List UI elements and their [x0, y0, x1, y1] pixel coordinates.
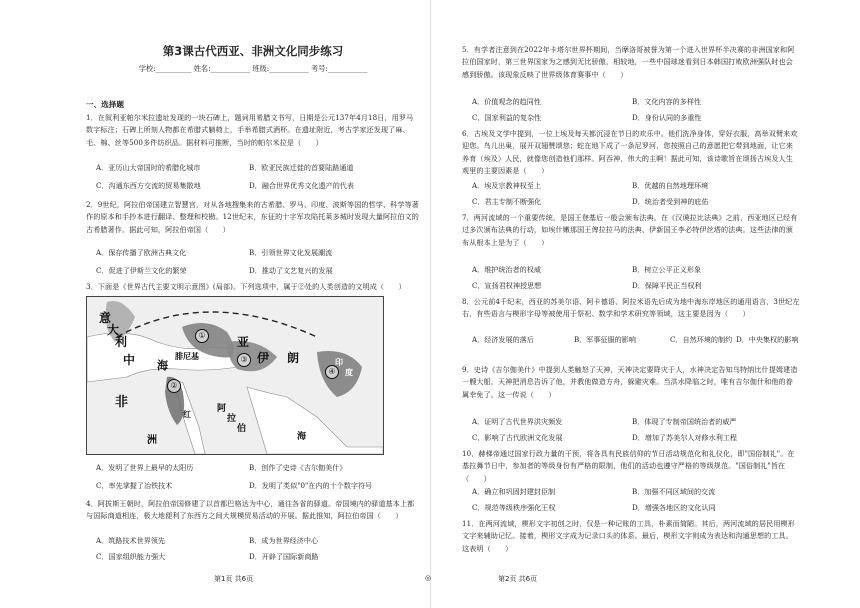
- map-label-africa: 非: [115, 395, 129, 410]
- map-label-iran-1: 伊: [257, 351, 270, 365]
- option-b: B．军事征服的影响: [574, 335, 636, 344]
- map-label-phoenicia: 腓尼基: [175, 352, 199, 361]
- option-d: D．增加了苏美尔人对修水利工程: [632, 433, 737, 442]
- map-label-mediterranean-2: 海: [157, 359, 168, 372]
- map-marker-3: ③: [237, 353, 251, 367]
- map-graphic: [87, 297, 383, 454]
- option-c: C．规范等级秩序强化王权: [472, 503, 556, 512]
- map-label-arabia-3: 伯: [237, 424, 247, 434]
- option-b: B．创作了史诗《吉尔伽美什》: [249, 463, 347, 472]
- option-d: D．统治者受到神的庇佑: [632, 197, 709, 206]
- option-c: C．率先掌握了冶铁技术: [96, 481, 173, 490]
- map-marker-4: ④: [325, 365, 339, 379]
- option-b: B．优越的自然地理环境: [632, 181, 709, 190]
- option-a: A．保存传播了欧洲古典文化: [96, 248, 187, 257]
- option-d: D．中央集权的影响: [736, 335, 799, 344]
- map-marker-1: ①: [195, 329, 209, 343]
- option-a: A．埃及宗教神权至上: [472, 181, 541, 190]
- map-label-indus-1: 印: [335, 358, 343, 367]
- option-d: D．推动了文艺复兴的发展: [249, 266, 333, 275]
- section-heading: 一、选择题: [86, 100, 124, 109]
- question-2: 2．9世纪，阿拉伯帝国建立智慧宫，对从各地搜集来的古希腊、罗马、印度、波斯等国的哲学、科学等著作的原本和手抄本进行翻译、整理和校勘。12世纪末，东征的十字军攻陷托莱多城时发现大量阿拉伯文的古希腊著作。据此可知，阿拉伯帝国（ ）: [86, 200, 419, 234]
- map-label-mediterranean-1: 中: [123, 353, 136, 367]
- option-b: B．欧亚民族迁徙的首要陆路通道: [249, 163, 354, 172]
- option-a: A．经济发展的落后: [472, 335, 534, 344]
- option-a: A．证明了古代世界洪灾频发: [472, 417, 563, 426]
- option-c: C．影响了古代欧洲文化发展: [472, 433, 563, 442]
- map-label-arabia-1: 阿: [217, 404, 227, 414]
- question-5: 5．有学者注意到在2022年卡塔尔世界杯期间，当摩洛哥被誉为第一个进入世界杯半决赛的非洲国家和阿拉伯国家时，第三世界国家为之感到无比骄傲，相较地，一些中国球迷看到日本韩国打败欧洲强队时也会感到骄傲。该现象反映了世界级体育赛事中（ ）: [462, 45, 795, 79]
- option-b: B．体现了专制帝国统治者的威严: [632, 417, 737, 426]
- option-d: D．融合世界优秀文化遗产的代表: [249, 181, 354, 190]
- map-label-indus-2: 度: [345, 368, 353, 377]
- map-label-red-sea: 红: [183, 410, 191, 419]
- option-d: D．增强各地区的文化认同: [632, 503, 716, 512]
- school-field: 学校:__________: [138, 64, 192, 73]
- map-label-iran-2: 朗: [287, 351, 300, 365]
- option-a: A．价值观念的趋同性: [472, 97, 541, 106]
- question-7: 7．两河流域的一个重要传统，是国王登基后一般会颁布法典。在《汉谟拉比法典》之前，西亚地区已经有过多次颁布法典的行动，如埃什嫩那国王俾拉拉马的法典、伊新国王李必特伊丝塔的法典。这些法律的颁布从根本上是为了（ ）: [462, 213, 798, 247]
- question-4: 4．阿拔斯王朝时，阿拉伯帝国修建了以首都巴格达为中心，通往各省的驿道。帝国境内的驿道基本上都与国际商道相连，极大地便利了东西方之间大规模贸易活动的开展。据此推知，阿拉伯帝国（ ）: [86, 499, 415, 521]
- option-c: C．君主专制不断强化: [472, 197, 542, 206]
- page-title: 第3课古代西亚、非洲文化同步练习: [162, 44, 344, 58]
- question-10: 10．赫梯帝通过国家行政力量的干预，将各具有民族信仰的节日活动规范化和礼仪化，即"国俗制礼"。在基拉舞节日中，参加者的等级身份有严格的限制，他们的活动也遵守严格的等级规范。"国俗制礼"旨在（ ）: [462, 449, 795, 483]
- option-c: C．沟通东西方交流的贸易集散地: [96, 181, 201, 190]
- map-label-asia: 亚: [237, 335, 250, 349]
- option-b: B．树立公平正义形象: [632, 265, 702, 274]
- question-3: 3．下面是《世界古代主要文明示意图》(局部)。下列选项中，属于②处的人类创造的文明成（ ）: [86, 282, 406, 291]
- class-field: 班级:___________: [252, 64, 309, 73]
- question-9: 9．史诗《吉尔伽美什》中提到人类触怒了天神，天神决定要降灾于人，水神决定告知乌特纳比什提姆建造一艘大船，天神把消息告诉了他，并教他做造方舟，躲避灾难。当洪水降临之时，唯有吉尔伽什和他的眷属幸免了。这一传说（ ）: [462, 365, 798, 399]
- option-d: D．保障平民正当权利: [632, 281, 702, 290]
- option-a: A．筑路技术世界领先: [96, 536, 165, 545]
- option-a: A．确立和巩固封建封臣制: [472, 487, 556, 496]
- left-page-number: 第1页 共6页: [214, 575, 254, 583]
- exam-number-field: 考号:___________: [310, 64, 368, 73]
- student-info-line: [86, 64, 420, 74]
- option-b: B．引领世界文化发展潮流: [249, 248, 333, 257]
- center-mark: ◎: [425, 574, 432, 582]
- map-label-italy-1: 意: [99, 311, 112, 325]
- map-marker-2: ②: [167, 379, 181, 393]
- option-a: A．发明了世界上最早的太阳历: [96, 463, 194, 472]
- question-8: 8．公元前4千纪末，西亚的苏美尔语、阿卡德语、阿拉米语先后成为地中海东岸地区的通用语言，3世纪左右，有些语言与楔形字母等被使用于祭祀、数学和学术研究等领域，这主要是因为（ ）: [462, 297, 800, 319]
- map-label-arabia-2: 拉: [227, 414, 237, 424]
- map-label-sea: 海: [297, 432, 307, 442]
- option-d: D．身份认同的多重性: [632, 113, 702, 122]
- option-d: D．发明了类似"0"在内的十个数字符号: [249, 481, 373, 490]
- option-d: D．开辟了国际新商路: [249, 552, 319, 561]
- question-6: 6．古埃及文学中提到，一位上埃及每天都沉浸在节日的欢乐中。他们洗净身体，穿好衣服，高举双臂来欢迎您。鸟儿出巢，展开双翅赞颂您；蛇在地下成了一条尼罗河，您按照自己的意愿把它带到地面，让它来养育（埃及）人民，就像您创造他们那样。阿吞神，伟大的主啊！据此可知，该诗歌旨在颂扬古埃及人生观里的主要因素是（ ）: [462, 129, 798, 176]
- option-c: C．宣扬君权神授思想: [472, 281, 542, 290]
- question-1: 1．在叙利亚帕尔米拉遗址发现的一块石碑上，题词用希腊文书写，日期是公元137年4月18日，用罗马数字标注；石碑上所刻人物都在希腊式躺椅上，手举希腊式酒杯。在遗址附近，考古学家还发现了麻、毛、棉、丝等500多件纺织品。据材料可推断，当时的帕尔米拉是（ ）: [86, 113, 414, 147]
- map-label-italy-2: 大: [107, 323, 120, 337]
- map-label-africa-2: 洲: [147, 435, 157, 446]
- option-b: B．加强不同区域间的交流: [632, 487, 716, 496]
- right-page-number: 第2页 共6页: [498, 575, 538, 583]
- option-c: C．国家组织能力强大: [96, 552, 166, 561]
- option-a: A．维护统治者的权威: [472, 265, 541, 274]
- option-b: B．成为世界经济中心: [249, 536, 319, 545]
- ancient-civilizations-map: [86, 296, 384, 455]
- question-11: 11．在两河流域，楔形文字初创之时，仅是一种记账的工具，朴素而简陋。其后，两河流域的居民用楔形文字来辅助记忆。接着，楔形文字成为记录口头的体系。最后，楔形文字则成为表达和沟通思想的工具。这表明（ ）: [462, 519, 795, 553]
- option-a: A．亚历山大帝国时的希腊化城市: [96, 163, 201, 172]
- option-c: C．促进了伊斯兰文化的繁荣: [96, 266, 187, 275]
- map-label-italy-3: 利: [115, 335, 128, 349]
- option-c: C．国家利益的复杂性: [472, 113, 542, 122]
- name-field: 姓名:___________: [193, 64, 251, 73]
- option-b: B．文化内容的多样性: [632, 97, 702, 106]
- option-c: C．自然环境的制约: [670, 335, 733, 344]
